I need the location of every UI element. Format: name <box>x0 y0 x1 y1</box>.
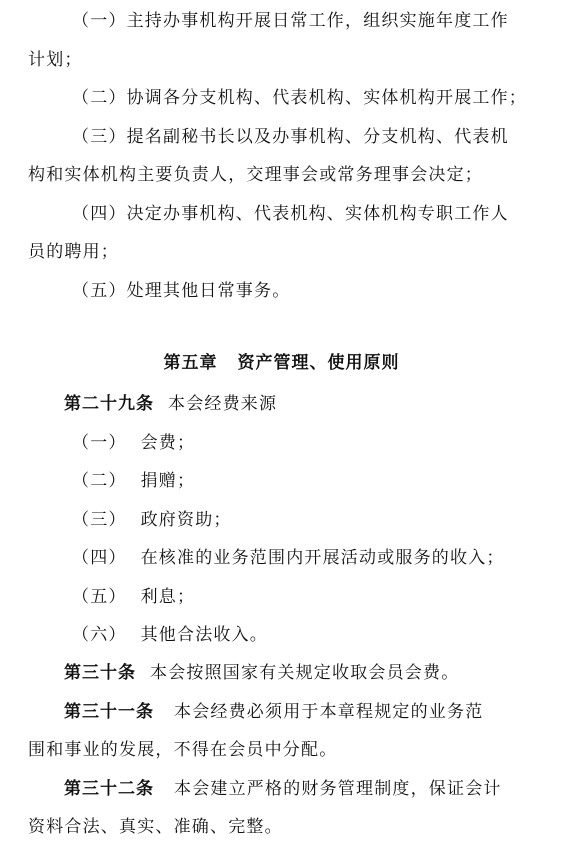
duty-item-5 <box>72 280 535 302</box>
income-item-5-text: 利息； <box>140 587 196 607</box>
duty-item-4-continued <box>28 241 535 263</box>
article-30-num: 第三十条 <box>64 663 136 683</box>
income-item-4-text: 在核准的业务范围内开展活动或服务的收入； <box>140 548 505 568</box>
duty-item-4-text-2: 员的聘用； <box>28 242 119 262</box>
duty-item-1 <box>72 10 535 32</box>
income-item-6-text: 其他合法收入。 <box>140 625 269 645</box>
article-30-text: 本会按照国家有关规定收取会员会费。 <box>150 663 460 683</box>
duty-item-3-num: （三） <box>72 127 127 147</box>
article-31-continued <box>28 739 535 761</box>
duty-item-3-text: 提名副秘书长以及办事机构、分支机构、代表机 <box>126 127 509 147</box>
income-item-2-text: 捐赠； <box>140 471 196 491</box>
duty-item-1-text-2: 计划； <box>28 50 83 70</box>
duty-item-4 <box>72 203 535 225</box>
income-item-3-text: 政府资助； <box>140 510 232 530</box>
income-item-1-text: 会费； <box>140 433 196 453</box>
income-item-1-num: （一） <box>72 433 127 453</box>
article-29-text: 本会经费来源 <box>168 394 278 414</box>
income-item-2 <box>72 470 535 492</box>
income-item-5-num: （五） <box>72 587 127 607</box>
income-item-4-num: （四） <box>72 548 127 568</box>
duty-item-3 <box>72 126 535 148</box>
chapter-title: 资产管理、使用原则 <box>237 353 400 373</box>
article-32-continued <box>28 816 535 838</box>
income-item-6 <box>72 624 535 646</box>
duty-item-5-num: （五） <box>72 281 127 301</box>
income-item-2-num: （二） <box>72 471 127 491</box>
article-32-num: 第三十二条 <box>64 779 154 799</box>
duty-item-3-continued <box>28 164 535 186</box>
income-item-4 <box>72 547 535 569</box>
chapter-heading <box>0 352 563 374</box>
duty-item-2 <box>72 87 535 109</box>
income-item-5 <box>72 586 535 608</box>
income-item-1 <box>72 432 535 454</box>
duty-item-3-text-2: 构和实体机构主要负责人，交理事会或常务理事会决定； <box>28 165 483 185</box>
duty-item-2-num: （二） <box>72 88 127 108</box>
income-item-3-num: （三） <box>72 510 127 530</box>
income-item-6-num: （六） <box>72 625 127 645</box>
duty-item-1-text: 主持办事机构开展日常工作，组织实施年度工作 <box>126 11 509 31</box>
article-32 <box>64 778 535 800</box>
duty-item-2-text: 协调各分支机构、代表机构、实体机构开展工作； <box>126 88 528 108</box>
article-31-num: 第三十一条 <box>64 702 154 722</box>
article-31-text-2: 围和事业的发展，不得在会员中分配。 <box>28 740 338 760</box>
income-item-3 <box>72 509 535 531</box>
article-29 <box>64 393 535 415</box>
article-30 <box>64 662 535 684</box>
article-29-num: 第二十九条 <box>64 394 154 414</box>
duty-item-4-text: 决定办事机构、代表机构、实体机构专职工作人 <box>126 204 509 224</box>
duty-item-1-continued <box>28 49 535 71</box>
duty-item-5-text: 处理其他日常事务。 <box>126 281 291 301</box>
article-31-text: 本会经费必须用于本章程规定的业务范 <box>174 702 484 722</box>
chapter-number: 第五章 <box>163 353 218 373</box>
article-32-text: 本会建立严格的财务管理制度，保证会计 <box>174 779 502 799</box>
duty-item-4-num: （四） <box>72 204 127 224</box>
article-31 <box>64 701 535 723</box>
article-32-text-2: 资料合法、真实、准确、完整。 <box>28 817 283 837</box>
duty-item-1-num: （一） <box>72 11 127 31</box>
